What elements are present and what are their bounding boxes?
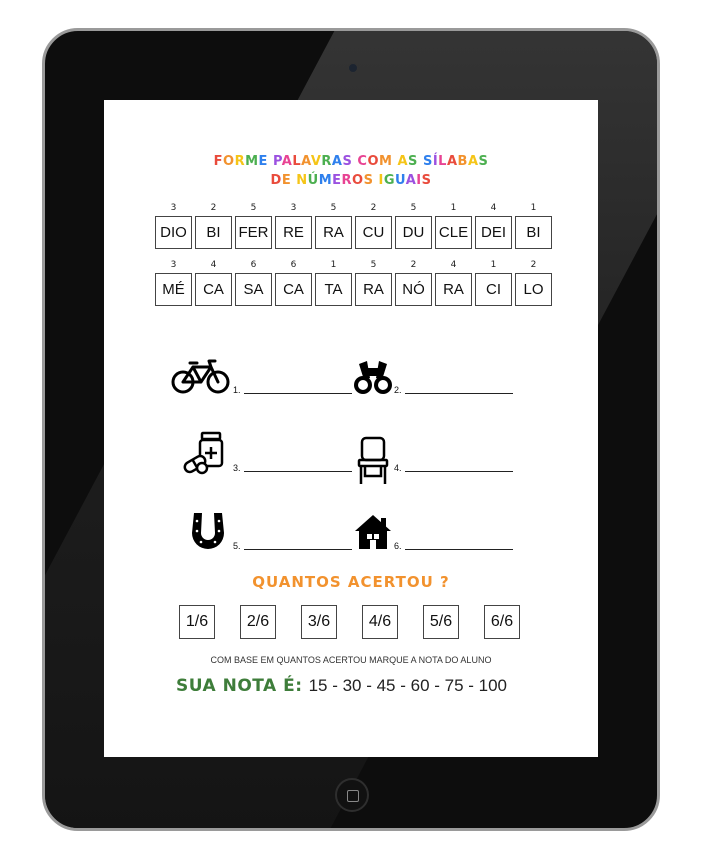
syllable-box: RA	[315, 216, 352, 249]
nota-values[interactable]: 15 - 30 - 45 - 60 - 75 - 100	[308, 676, 508, 695]
bicycle-icon	[171, 357, 231, 395]
syllable-cell	[355, 259, 392, 306]
syllable-box: CA	[275, 273, 312, 306]
camera-icon	[348, 63, 358, 73]
syllable-cell	[315, 259, 352, 306]
syllable-number: 1	[530, 203, 537, 213]
syllable-cell	[515, 259, 552, 306]
answer-line[interactable]	[405, 393, 513, 394]
score-box[interactable]: 6/6	[484, 605, 520, 639]
syllable-box: LO	[515, 273, 552, 306]
syllable-number: 6	[290, 260, 297, 270]
syllable-box: FER	[235, 216, 272, 249]
syllable-cell	[275, 259, 312, 306]
syllable-cell	[435, 259, 472, 306]
score-box[interactable]: 2/6	[240, 605, 276, 639]
answer-line[interactable]	[244, 549, 352, 550]
syllable-cell	[315, 202, 352, 249]
nota-row	[176, 676, 507, 696]
home-square-icon	[347, 790, 359, 802]
worksheet-screen	[104, 100, 598, 757]
horseshoe-icon	[188, 511, 228, 553]
item-label: 6.	[394, 541, 402, 551]
syllable-box: RA	[355, 273, 392, 306]
syllable-cell	[235, 259, 272, 306]
syllable-number: 2	[210, 203, 217, 213]
syllable-cell	[355, 202, 392, 249]
syllable-cell	[195, 202, 232, 249]
syllable-cell	[395, 202, 432, 249]
syllable-row-2	[155, 259, 552, 306]
syllable-number: 3	[290, 203, 297, 213]
syllable-box: CI	[475, 273, 512, 306]
answer-line[interactable]	[244, 393, 352, 394]
nota-colon: :	[295, 676, 303, 696]
answer-line[interactable]	[405, 471, 513, 472]
syllable-box: RA	[435, 273, 472, 306]
syllable-cell	[395, 259, 432, 306]
syllable-number: 5	[250, 203, 257, 213]
chair-icon	[356, 436, 390, 486]
syllable-box: SA	[235, 273, 272, 306]
medicine-icon	[182, 431, 226, 475]
syllable-number: 5	[330, 203, 337, 213]
syllable-number: 2	[370, 203, 377, 213]
syllable-cell	[275, 202, 312, 249]
syllable-cell	[475, 259, 512, 306]
syllable-number: 3	[170, 260, 177, 270]
item-label: 4.	[394, 463, 402, 473]
syllable-number: 6	[250, 260, 257, 270]
syllable-cell	[155, 202, 192, 249]
answer-line[interactable]	[244, 471, 352, 472]
syllable-box: RE	[275, 216, 312, 249]
house-icon	[353, 513, 393, 551]
item-label: 5.	[233, 541, 241, 551]
syllable-box: CLE	[435, 216, 472, 249]
syllable-box: DU	[395, 216, 432, 249]
syllable-number: 4	[210, 260, 217, 270]
syllable-box: CA	[195, 273, 232, 306]
syllable-number: 2	[530, 260, 537, 270]
syllable-number: 1	[490, 260, 497, 270]
syllable-number: 4	[450, 260, 457, 270]
syllable-box: DEI	[475, 216, 512, 249]
home-button[interactable]	[335, 778, 369, 812]
syllable-cell	[475, 202, 512, 249]
syllable-number: 2	[410, 260, 417, 270]
score-options	[179, 605, 520, 639]
syllable-number: 1	[330, 260, 337, 270]
syllable-cell	[235, 202, 272, 249]
item-label: 3.	[233, 463, 241, 473]
syllable-box: TA	[315, 273, 352, 306]
nota-label: SUA NOTA É	[176, 676, 296, 696]
syllable-row-1	[155, 202, 552, 249]
syllable-cell	[435, 202, 472, 249]
answer-line[interactable]	[405, 549, 513, 550]
title-line-1: FORME PALAVRAS COM AS SÍLABAS	[213, 154, 489, 169]
syllable-number: 3	[170, 203, 177, 213]
quantos-acertou-heading: QUANTOS ACERTOU ?	[252, 573, 450, 591]
syllable-box: MÉ	[155, 273, 192, 306]
score-box[interactable]: 4/6	[362, 605, 398, 639]
instruction-text: COM BASE EM QUANTOS ACERTOU MARQUE A NOTA DO ALUNO	[210, 655, 492, 665]
syllable-cell	[155, 259, 192, 306]
score-box[interactable]: 5/6	[423, 605, 459, 639]
syllable-number: 5	[370, 260, 377, 270]
binoculars-icon	[353, 358, 393, 395]
score-box[interactable]: 3/6	[301, 605, 337, 639]
title-line-2: DE NÚMEROS IGUAIS	[270, 173, 432, 188]
item-label: 2.	[394, 385, 402, 395]
syllable-number: 1	[450, 203, 457, 213]
syllable-box: NÓ	[395, 273, 432, 306]
syllable-box: DIO	[155, 216, 192, 249]
syllable-box: BI	[195, 216, 232, 249]
item-label: 1.	[233, 385, 241, 395]
syllable-cell	[515, 202, 552, 249]
syllable-cell	[195, 259, 232, 306]
score-box[interactable]: 1/6	[179, 605, 215, 639]
syllable-box: CU	[355, 216, 392, 249]
syllable-number: 5	[410, 203, 417, 213]
syllable-number: 4	[490, 203, 497, 213]
syllable-box: BI	[515, 216, 552, 249]
